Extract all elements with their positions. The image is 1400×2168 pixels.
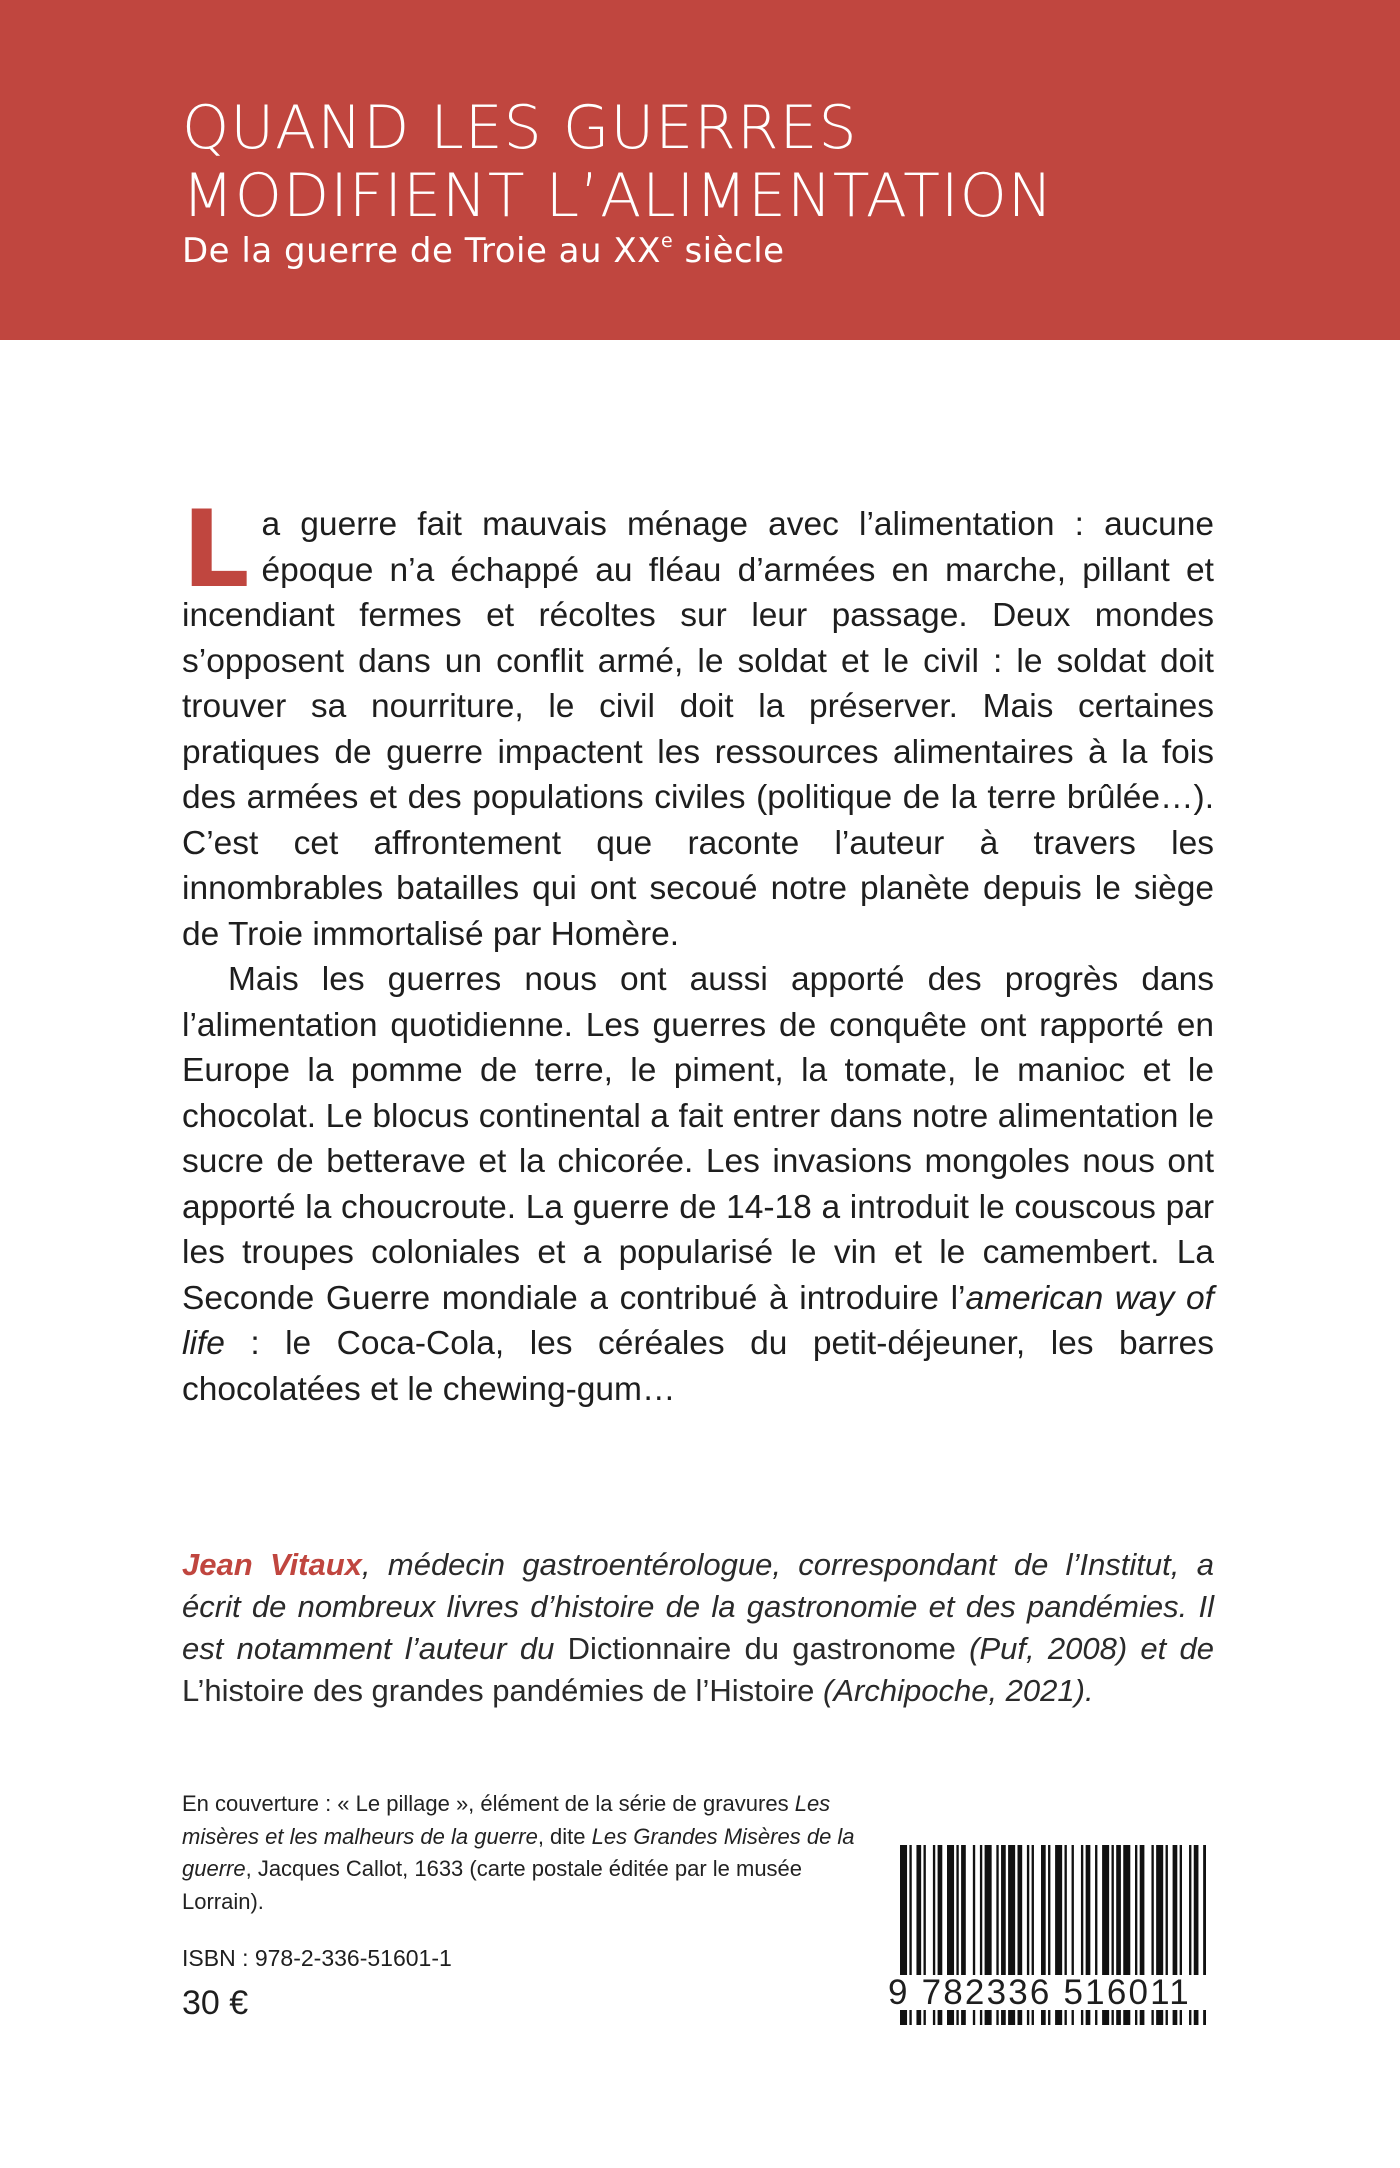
book-title-line-2: MODIFIENT L’ALIMENTATION	[182, 161, 1054, 231]
bio-book-2: L’histoire des grandes pandémies de l’Histoire	[182, 1673, 815, 1708]
book-title-line-1: QUAND LES GUERRES	[182, 93, 858, 163]
paragraph-1-text: a guerre fait mauvais ménage avec l’alimentation : aucune époque n’a échappé au fléau d’armées en marche, pillant et incendiant fermes et récoltes sur leur passage. Deux mondes s’opposent dans un conflit armé, le soldat et le civil : le soldat doit trouver sa nourriture, le civil doit la préserver. Mais certaines pratiques de guerre impactent les ressources alimentaires à la fois des armées et des populations civiles (politique de la terre brûlée…). C’est cet affrontement que raconte l’auteur à travers les innombrables batailles qui ont secoué notre planète depuis le siège de Troie immortalisé par Homère.	[182, 506, 1214, 953]
credit-text-c: , Jacques Callot, 1633 (carte postale éditée par le musée Lorrain).	[182, 1856, 803, 1914]
paragraph-2-italic: american way of life	[182, 1279, 1214, 1362]
bio-text-c: (Archipoche, 2021).	[814, 1673, 1094, 1708]
blurb-paragraph-1	[182, 488, 1214, 957]
credit-text-b: , dite	[537, 1823, 592, 1849]
subtitle-prefix: De la guerre de Troie au XX	[182, 231, 661, 271]
paragraph-2-text-b: : le Coca-Cola, les céréales du petit-déjeuner, les barres chocolatées et le chewing-gum…	[182, 1325, 1214, 1408]
credit-text-a: En couverture : « Le pillage », élément de la série de gravures	[182, 1791, 795, 1816]
barcode-digits: 9 782336 516011	[888, 1975, 1214, 2010]
book-subtitle	[182, 230, 785, 271]
isbn-number: ISBN : 978-2-336-51601-1	[182, 1945, 452, 1971]
paragraph-2-text-a: Mais les guerres nous ont aussi apporté des progrès dans l’alimentation quotidienne. Les guerres de conquête ont rapporté en Europe la pomme de terre, le piment, la tomate, le manioc et le chocolat. Le blocus continental a fait entrer dans notre alimentation le sucre de betterave et la chicorée. Les invasions mongoles nous ont apporté la choucroute. La guerre de 14-18 a introduit le couscous par les troupes coloniales et a popularisé le vin et le camembert. La Seconde Guerre mondiale a contribué à introduire l’	[182, 961, 1214, 1317]
cover-header-band	[0, 0, 1400, 340]
blurb-body	[182, 488, 1214, 1412]
bio-text-a: , médecin gastroentérologue, correspondant de l’Institut, a écrit de nombreux livres d’histoire de la gastronomie et des pandémies. Il est notamment l’auteur du	[182, 1547, 1214, 1666]
bio-book-1: Dictionnaire du gastronome	[567, 1631, 956, 1666]
credit-series: Les misères et les malheurs de la guerre	[182, 1791, 831, 1849]
drop-cap: L	[182, 488, 250, 611]
author-bio	[182, 1544, 1214, 1712]
blurb-paragraph-2	[182, 957, 1214, 1412]
bio-text-b: (Puf, 2008) et de	[955, 1631, 1214, 1666]
author-name: Jean Vitaux	[182, 1547, 362, 1582]
price-label: 30 €	[182, 1984, 249, 2022]
subtitle-superscript: e	[660, 230, 674, 252]
subtitle-suffix: siècle	[673, 231, 785, 271]
credit-known-as: Les Grandes Misères de la guerre	[182, 1823, 855, 1881]
cover-credit	[182, 1788, 862, 1918]
